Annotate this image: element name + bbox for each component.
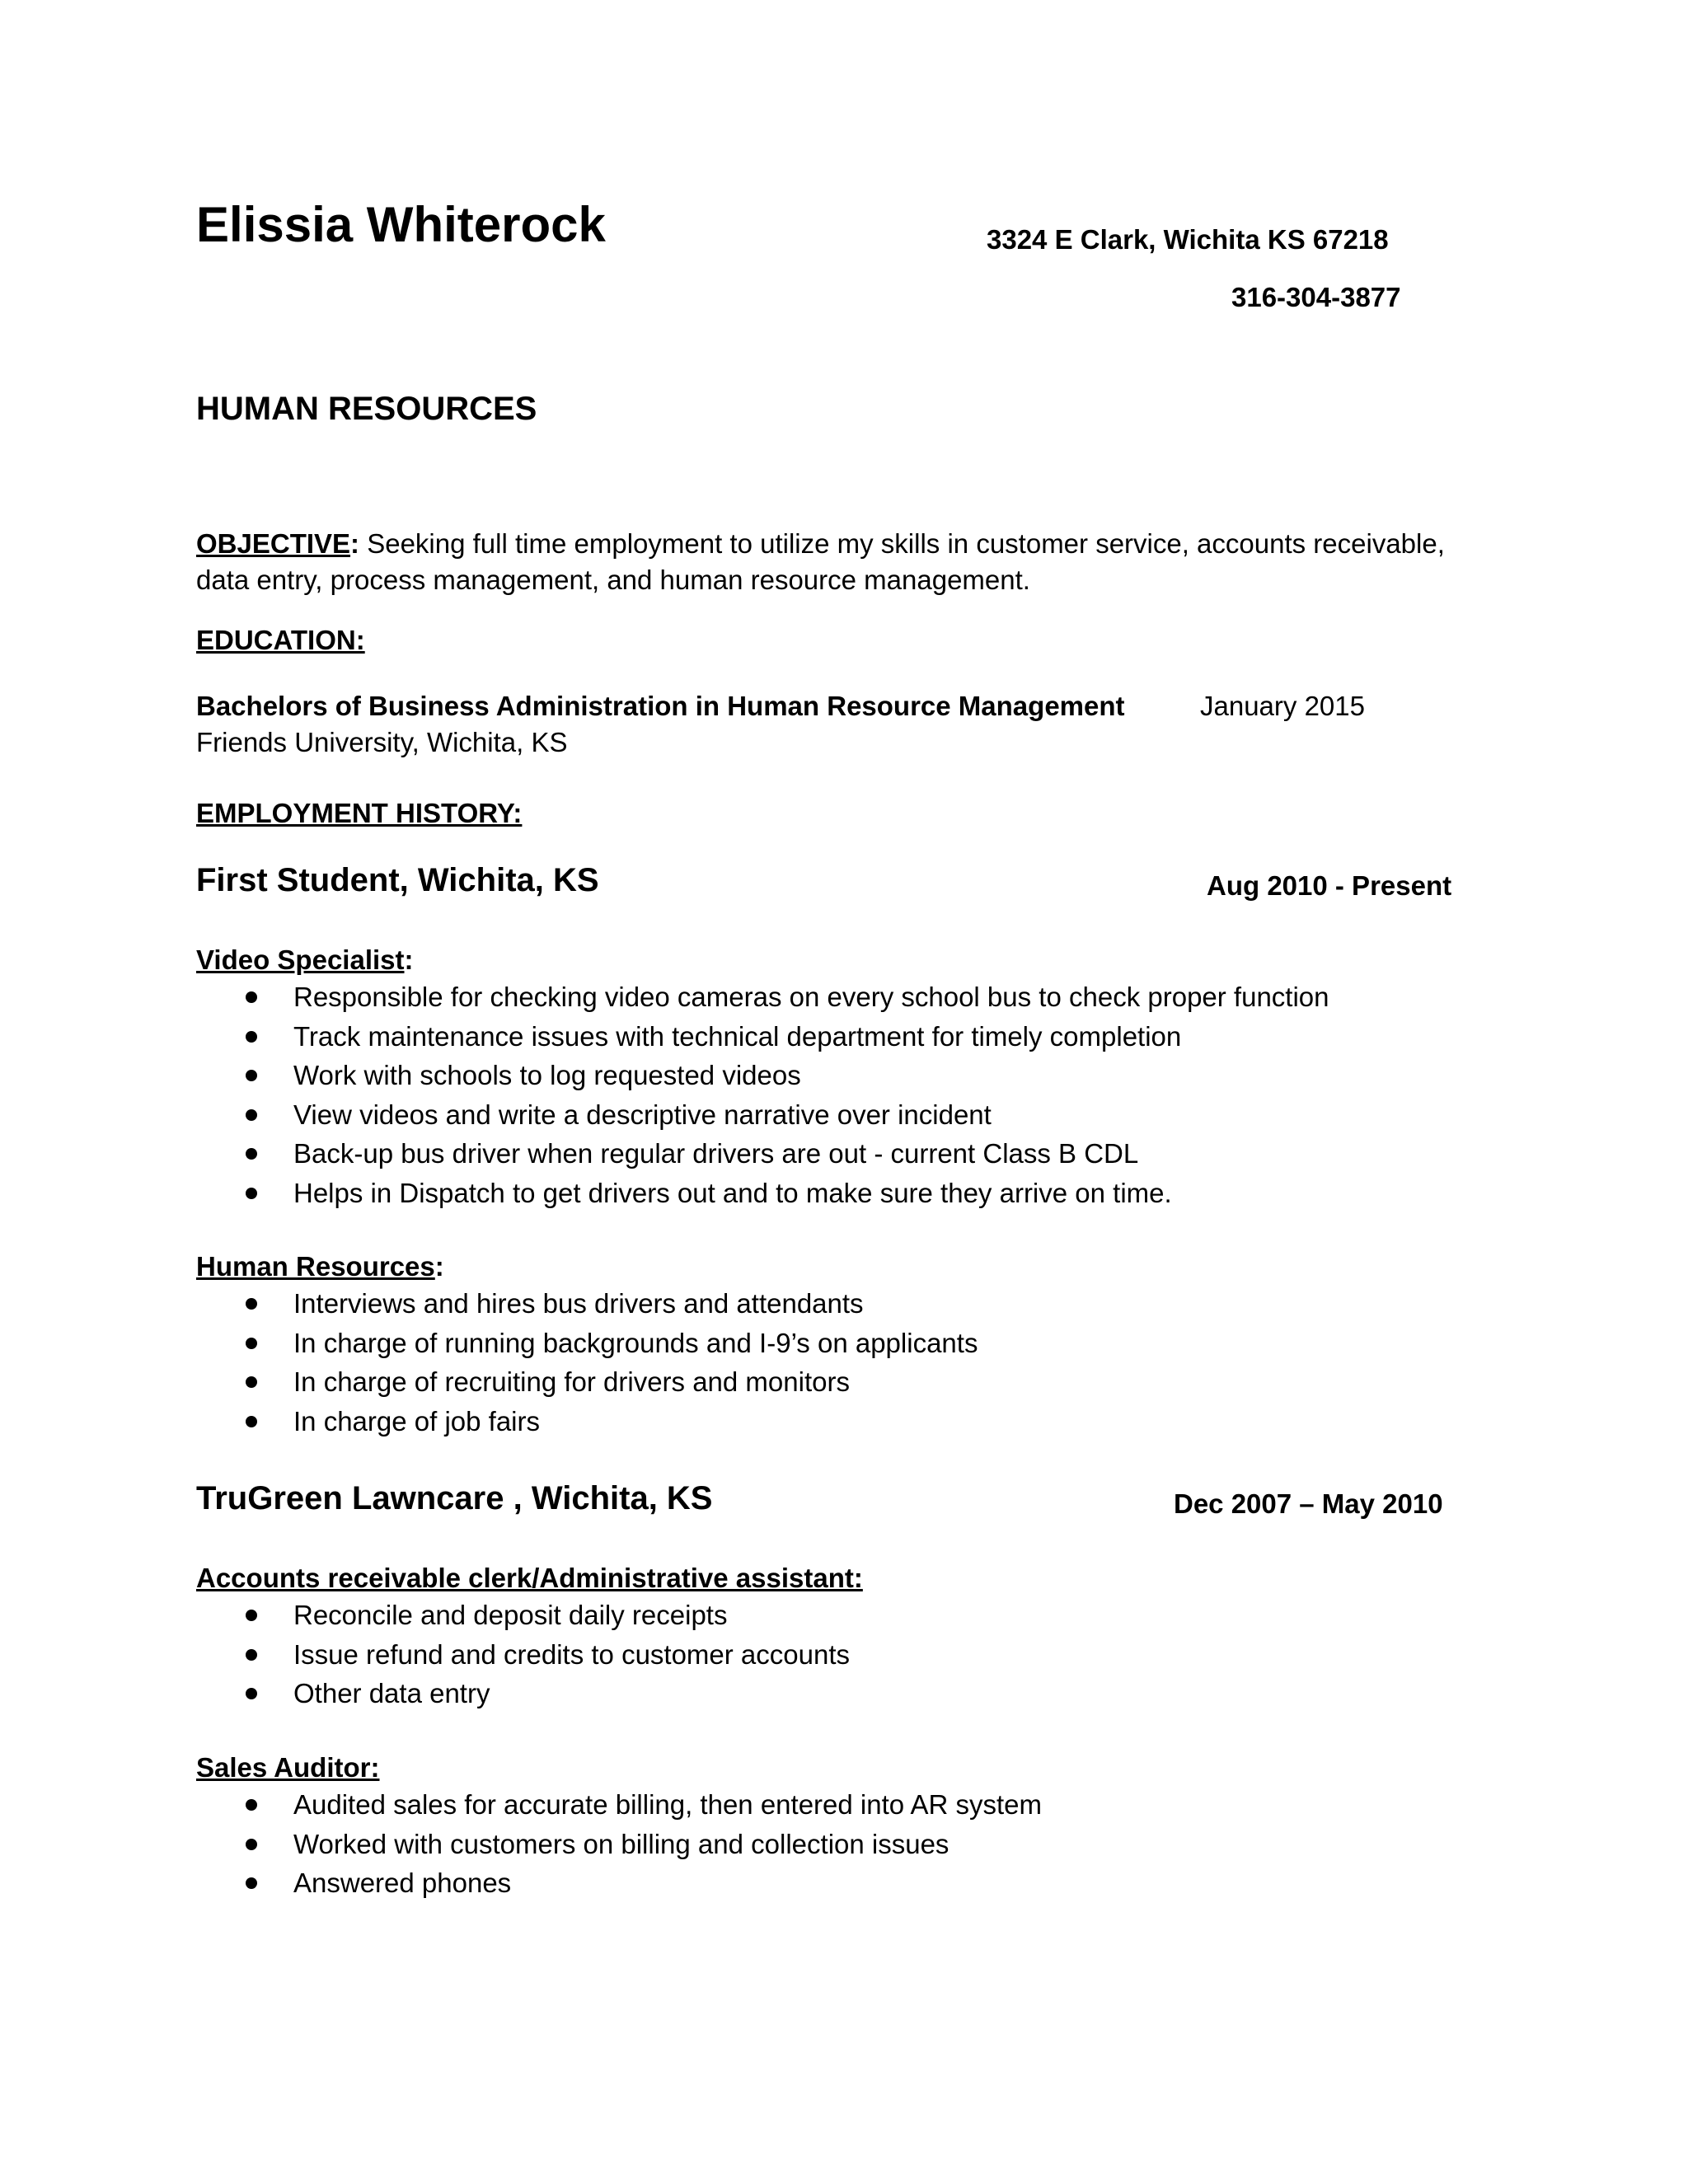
bullet-icon <box>246 1839 257 1850</box>
objective-colon: : <box>350 528 360 559</box>
list-item <box>196 1174 1329 1213</box>
resume-title: HUMAN RESOURCES <box>196 391 537 427</box>
duties-list <box>196 1596 850 1713</box>
list-item-text: Issue refund and credits to customer accounts <box>293 1638 851 1670</box>
duties-list <box>196 1785 1042 1903</box>
education-heading: EDUCATION: <box>196 625 365 655</box>
role-title-suffix: : <box>404 944 414 975</box>
list-item <box>196 1362 978 1402</box>
list-item <box>196 1134 1329 1174</box>
employer-name: TruGreen Lawncare , Wichita, KS <box>196 1480 713 1516</box>
duties-list <box>196 977 1329 1213</box>
bullet-icon <box>246 1109 257 1121</box>
list-item-text: Worked with customers on billing and collection issues <box>293 1828 950 1859</box>
role-title-text: Video Specialist <box>196 944 405 975</box>
list-item <box>196 1785 1042 1825</box>
bullet-icon <box>246 1799 257 1811</box>
role-title <box>196 1563 863 1594</box>
list-item-text: Helps in Dispatch to get drivers out and to make sure they arrive on time. <box>293 1177 1172 1208</box>
school-name: Friends University, Wichita, KS <box>196 727 568 757</box>
contact-phone: 316-304-3877 <box>1231 282 1401 312</box>
employment-dates: Aug 2010 - Present <box>1207 870 1452 901</box>
list-item-text: Track maintenance issues with technical department for timely completion <box>293 1020 1182 1052</box>
duties-list <box>196 1284 978 1441</box>
bullet-icon <box>246 1188 257 1199</box>
role-title-text: Sales Auditor: <box>196 1752 380 1783</box>
degree-date: January 2015 <box>1200 691 1365 721</box>
list-item-text: In charge of running backgrounds and I-9’s on applicants <box>293 1327 978 1358</box>
bullet-icon <box>246 1688 257 1699</box>
bullet-icon <box>246 1070 257 1081</box>
list-item-text: In charge of recruiting for drivers and monitors <box>293 1366 850 1398</box>
employment-dates: Dec 2007 – May 2010 <box>1174 1488 1443 1519</box>
list-item <box>196 1324 978 1363</box>
contact-address: 3324 E Clark, Wichita KS 67218 <box>987 224 1389 255</box>
objective-label: OBJECTIVE <box>196 528 351 559</box>
objective-paragraph <box>196 526 1498 598</box>
employment-heading: EMPLOYMENT HISTORY: <box>196 798 523 828</box>
role-title-text: Accounts receivable clerk/Administrative assistant: <box>196 1563 863 1593</box>
list-item-text: Answered phones <box>293 1868 512 1899</box>
bullet-icon <box>246 1877 257 1889</box>
list-item <box>196 1017 1329 1057</box>
list-item-text: In charge of job fairs <box>293 1405 540 1436</box>
employer-name: First Student, Wichita, KS <box>196 862 599 898</box>
bullet-icon <box>246 1376 257 1388</box>
list-item-text: Responsible for checking video cameras on every school bus to check proper function <box>293 982 1329 1012</box>
list-item <box>196 1674 850 1713</box>
degree-title: Bachelors of Business Administration in Human Resource Management <box>196 691 1125 721</box>
bullet-icon <box>246 1610 257 1621</box>
list-item-text: Work with schools to log requested videos <box>293 1060 801 1091</box>
list-item <box>196 1863 1042 1903</box>
role-title <box>196 1251 444 1282</box>
role-title <box>196 1752 379 1783</box>
bullet-icon <box>246 1298 257 1310</box>
bullet-icon <box>246 1649 257 1661</box>
list-item-text: Interviews and hires bus drivers and attendants <box>293 1288 864 1319</box>
bullet-icon <box>246 1031 257 1043</box>
objective-text: Seeking full time employment to utilize my skills in customer service, accounts receivable, data entry, process management, and human resource management. <box>196 528 1445 595</box>
list-item <box>196 1095 1329 1135</box>
list-item <box>196 1056 1329 1095</box>
list-item <box>196 1635 850 1675</box>
list-item-text: Reconcile and deposit daily receipts <box>293 1600 728 1630</box>
bullet-icon <box>246 1338 257 1349</box>
list-item-text: Audited sales for accurate billing, then entered into AR system <box>293 1789 1042 1820</box>
bullet-icon <box>246 1148 257 1160</box>
list-item <box>196 977 1329 1017</box>
role-title-text: Human Resources <box>196 1251 435 1282</box>
list-item <box>196 1402 978 1441</box>
list-item-text: Other data entry <box>293 1678 490 1709</box>
list-item <box>196 1596 850 1635</box>
bullet-icon <box>246 1416 257 1427</box>
list-item <box>196 1825 1042 1864</box>
list-item-text: Back-up bus driver when regular drivers are out - current Class B CDL <box>293 1138 1139 1169</box>
role-title-suffix: : <box>434 1251 444 1282</box>
list-item-text: View videos and write a descriptive narrative over incident <box>293 1099 992 1130</box>
bullet-icon <box>246 991 257 1003</box>
applicant-name: Elissia Whiterock <box>196 197 606 252</box>
role-title <box>196 944 414 976</box>
list-item <box>196 1284 978 1324</box>
